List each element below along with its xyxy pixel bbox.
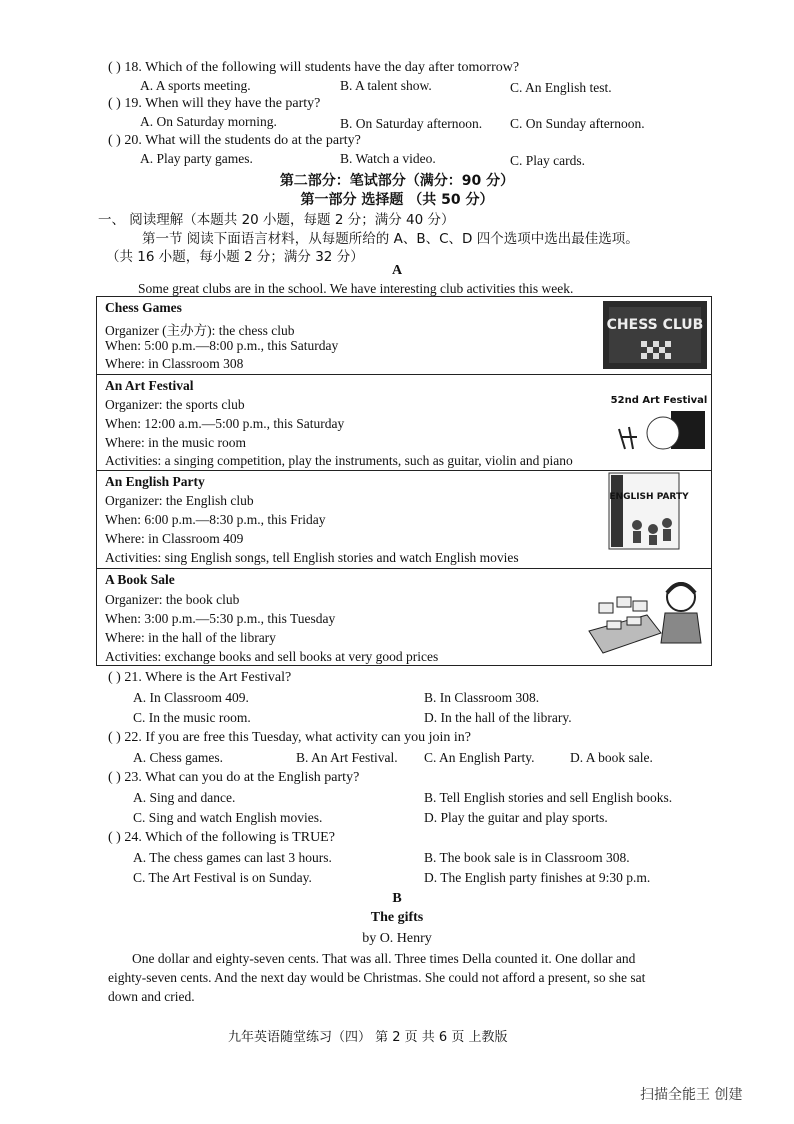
club-where: Where: in the hall of the library: [105, 630, 276, 645]
option-23b: B. Tell English stories and sell English books.: [424, 790, 673, 805]
question-23: ( ) 23. What can you do at the English party?: [108, 770, 360, 785]
option-21b: B. In Classroom 308.: [424, 690, 540, 705]
part1-heading: 第一部分 选择题 （共 50 分）: [300, 192, 494, 208]
option-23a: A. Sing and dance.: [133, 790, 236, 805]
club-title: An Art Festival: [105, 378, 194, 393]
club-row-art-festival: [97, 375, 711, 471]
club-activities-table: [96, 296, 712, 666]
club-organizer: Organizer: the sports club: [105, 397, 245, 412]
english-party-image-text: ENGLISH PARTY: [609, 492, 689, 502]
option-20a: A. Play party games.: [140, 151, 253, 166]
option-23d: D. Play the guitar and play sports.: [424, 810, 608, 825]
art-festival-image: [611, 389, 707, 453]
passage-b-line-3: down and cried.: [108, 989, 195, 1004]
club-title: Chess Games: [105, 300, 182, 315]
passage-a-intro: Some great clubs are in the school. We have interesting club activities this week.: [138, 281, 574, 296]
instructions-line-2: （共 16 小题，每小题 2 分；满分 32 分）: [106, 249, 364, 265]
passage-b-title: The gifts: [370, 910, 424, 925]
option-19c: C. On Sunday afternoon.: [510, 116, 645, 131]
passage-b-label: B: [392, 891, 402, 906]
option-22d: D. A book sale.: [570, 750, 653, 765]
option-23c: C. Sing and watch English movies.: [133, 810, 323, 825]
passage-b-author: by O. Henry: [362, 931, 432, 946]
question-21: ( ) 21. Where is the Art Festival?: [108, 670, 292, 685]
passage-a-label: A: [391, 263, 403, 278]
club-where: Where: in the music room: [105, 435, 246, 450]
option-24b: B. The book sale is in Classroom 308.: [424, 850, 630, 865]
art-festival-image-text: 52nd Art Festival: [610, 395, 708, 406]
option-21d: D. In the hall of the library.: [424, 710, 572, 725]
club-activities: Activities: exchange books and sell books at very good prices: [105, 649, 439, 664]
option-24c: C. The Art Festival is on Sunday.: [133, 870, 312, 885]
instructions-line-1: 第一节 阅读下面语言材料，从每题所给的 A、B、C、D 四个选项中选出最佳选项。: [142, 231, 639, 247]
scanner-watermark: 扫描全能王 创建: [640, 1087, 743, 1103]
club-row-book-sale: [97, 569, 711, 665]
option-18c: C. An English test.: [510, 80, 612, 95]
club-when: When: 5:00 p.m.—8:00 p.m., this Saturday: [105, 338, 339, 353]
part2-heading: 第二部分：笔试部分（满分：90 分）: [279, 173, 515, 189]
chess-club-image-text: CHESS CLUB: [606, 317, 704, 333]
option-19b: B. On Saturday afternoon.: [340, 116, 483, 131]
section-heading: 一、 阅读理解（本题共 20 小题，每题 2 分；满分 40 分）: [98, 212, 455, 228]
option-24d: D. The English party finishes at 9:30 p.m.: [424, 870, 651, 885]
question-22: ( ) 22. If you are free this Tuesday, what activity can you join in?: [108, 730, 472, 745]
club-title: A Book Sale: [105, 572, 175, 587]
club-title: An English Party: [105, 474, 205, 489]
club-when: When: 6:00 p.m.—8:30 p.m., this Friday: [105, 512, 326, 527]
club-where: Where: in Classroom 409: [105, 531, 244, 546]
option-19a: A. On Saturday morning.: [140, 114, 277, 129]
option-22a: A. Chess games.: [133, 750, 223, 765]
club-organizer: Organizer (主办方): the chess club: [105, 323, 295, 338]
option-20b: B. Watch a video.: [340, 151, 436, 166]
passage-b-line-1: One dollar and eighty-seven cents. That was all. Three times Della counted it. One dollar and: [132, 951, 636, 966]
option-20c: C. Play cards.: [510, 153, 585, 168]
club-activities: Activities: sing English songs, tell English stories and watch English movies: [105, 550, 519, 565]
club-row-english-party: [97, 471, 711, 569]
passage-b-line-2: eighty-seven cents. And the next day would be Christmas. She could not afford a present, so she sat: [108, 970, 646, 985]
option-21c: C. In the music room.: [133, 710, 251, 725]
question-18: ( ) 18. Which of the following will students have the day after tomorrow?: [108, 60, 520, 75]
option-22b: B. An Art Festival.: [296, 750, 398, 765]
page-footer: 九年英语随堂练习（四） 第 2 页 共 6 页 上教版: [228, 1030, 508, 1045]
question-20: ( ) 20. What will the students do at the party?: [108, 133, 361, 148]
option-24a: A. The chess games can last 3 hours.: [133, 850, 332, 865]
option-22c: C. An English Party.: [424, 750, 535, 765]
question-24: ( ) 24. Which of the following is TRUE?: [108, 830, 335, 845]
club-where: Where: in Classroom 308: [105, 356, 244, 371]
club-when: When: 12:00 a.m.—5:00 p.m., this Saturday: [105, 416, 345, 431]
chess-club-image: [603, 301, 707, 369]
book-sale-image: [583, 573, 707, 663]
option-18b: B. A talent show.: [340, 78, 432, 93]
club-organizer: Organizer: the book club: [105, 592, 240, 607]
option-18a: A. A sports meeting.: [140, 78, 251, 93]
club-activities: Activities: a singing competition, play the instruments, such as guitar, violin and piano: [105, 453, 573, 468]
option-21a: A. In Classroom 409.: [133, 690, 249, 705]
english-party-image: [609, 473, 689, 549]
club-row-chess: [97, 297, 711, 375]
question-19: ( ) 19. When will they have the party?: [108, 96, 321, 111]
club-organizer: Organizer: the English club: [105, 493, 254, 508]
club-when: When: 3:00 p.m.—5:30 p.m., this Tuesday: [105, 611, 336, 626]
